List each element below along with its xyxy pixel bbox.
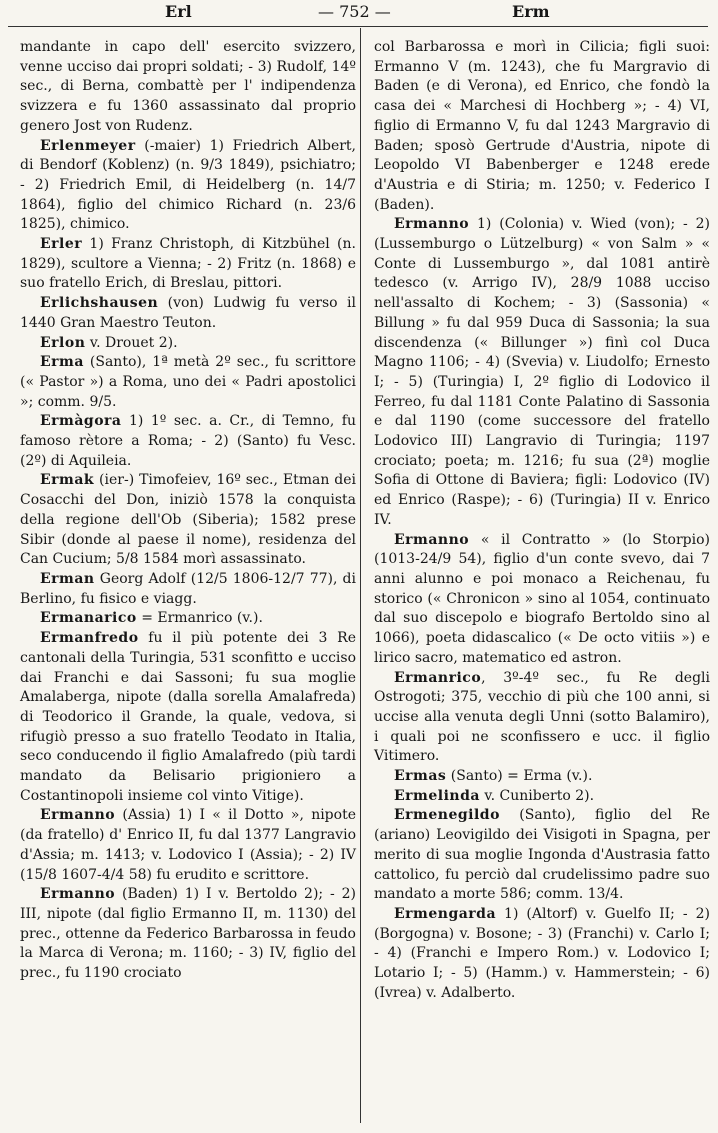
entry-headword: Ermelinda [394, 787, 480, 804]
entry-text: col Barbarossa e morì in Cilicia; figli suoi: Ermanno V (m. 1243), che fu Margravio di Baden (e di Verona), ed Enrico, che fondò la casa dei « Marchesi di Hochberg »; - 4) VI, figlio di Ermanno V, fu dal 1243 Margravio di Baden; sposò Gertrude d'Austria, nipote di Leopoldo VI Babenberger e 1248 erede d'Austria e di Stiria; m. 1250; v. Federico I (Baden). [374, 39, 710, 213]
entry-text: Georg Adolf (12/5 1806-12/7 77), di Berlino, fu fisico e viagg. [20, 570, 356, 607]
entry-headword: Erler [40, 236, 83, 253]
entry-headword: Ermanrico [394, 669, 482, 686]
entry-text: = Ermanrico (v.). [136, 610, 263, 627]
entry-text: (-maier) 1) Friedrich Albert, di Bendorf (Koblenz) (n. 9/3 1849), psichiatro; - 2) Friedrich Emil, di Heidelberg (n. 14/7 1864), figlio del chimico Richard (n. 23/6 1825), chimico. [20, 137, 356, 233]
entry-headword: Ermenegildo [394, 807, 500, 824]
entry-text: (Baden) 1) I v. Bertoldo 2); - 2) III, nipote (dal figlio Ermanno II, m. 1130) del prec., ottenne da Federico Barbarossa in feudo la Marca di Verona; m. 1160; - 3) IV, figlio del prec., fu 1190 crociato [20, 886, 356, 982]
dictionary-entry [20, 570, 356, 609]
entry-headword: Ermanno [394, 216, 470, 233]
dictionary-entry [20, 629, 356, 806]
left-guide-word: Erl [165, 2, 192, 21]
left-column [20, 38, 356, 984]
entry-text: (Assia) 1) I « il Dotto », nipote (da fratello) d' Enrico II, fu dal 1377 Langravio d'Assia; m. 1413; v. Lodovico I (Assia); - 2) IV (15/8 1607-4/4 58) fu erudito e scrittore. [20, 807, 356, 883]
entry-headword: Erman [40, 570, 95, 587]
dictionary-entry [374, 767, 710, 787]
entry-headword: Ermas [394, 768, 447, 785]
dictionary-entry [20, 806, 356, 885]
dictionary-entry [374, 806, 710, 905]
entry-text: v. Cuniberto 2). [479, 787, 595, 804]
dictionary-entry [20, 609, 356, 629]
entry-text: mandante in capo dell' esercito svizzero, venne ucciso dai propri soldati; - 3) Rudolf, 14º sec., di Berna, combattè per l' indipendenza svizzera e fu 1360 assassinato dal proprio genero Jost von Rudenz. [20, 39, 356, 134]
entry-text: 1) Franz Christoph, di Kitzbühel (n. 1829), scultore a Vienna; - 2) Fritz (n. 1868) e suo fratello Erich, di Breslau, pittori. [20, 236, 356, 292]
dictionary-entry [20, 885, 356, 984]
entry-headword: Erlichshausen [40, 295, 159, 312]
entry-text: v. Drouet 2). [85, 334, 178, 351]
page-number: — 752 — [318, 2, 391, 21]
dictionary-entry [374, 787, 710, 807]
entry-headword: Erlon [40, 334, 86, 351]
dictionary-entry [20, 334, 356, 354]
dictionary-entry [374, 215, 710, 530]
column-separator [360, 28, 361, 1123]
dictionary-entry [20, 235, 356, 294]
dictionary-entry [374, 38, 710, 215]
entry-text: 1) 1º sec. a. Cr., di Temno, fu famoso rètore a Roma; - 2) (Santo) fu Vesc. (2º) di Aquileia. [20, 413, 356, 469]
right-guide-word: Erm [512, 2, 550, 21]
entry-headword: Ermanarico [40, 610, 137, 627]
entry-headword: Ermàgora [40, 413, 122, 430]
entry-text: fu il più potente dei 3 Re cantonali della Turingia, 531 sconfitto e ucciso dai Franchi e dai Sassoni; fu sua moglie Amalaberga, nipote (dalla sorella Amalafreda) di Teodorico il Grande, la quale, vedova, si rifugiò presso a suo fratello Teodato in Italia, seco conducendo il figlio Amalafredo (più tardi mandato da Belisario prigioniero a Costantinopoli insieme col vinto Vitige). [20, 630, 356, 804]
dictionary-entry [20, 294, 356, 333]
header-rule [8, 26, 708, 27]
entry-text: 1) (Altorf) v. Guelfo II; - 2) (Borgogna) v. Bosone; - 3) (Franchi) v. Carlo I; - 4) (Franchi e Impero Rom.) v. Lodovico I; Lotario I; - 5) (Hamm.) v. Hammerstein; - 6) (Ivrea) v. Adalberto. [374, 905, 710, 1001]
entry-text: , 3º-4º sec., fu Re degli Ostrogoti; 375, vecchio di più che 100 anni, si uccise alla venuta degli Unni (sotto Balamiro), i quali poi ne sconfissero e ucc. il figlio Vitimero. [374, 669, 710, 765]
entry-text: (von) Ludwig fu verso il 1440 Gran Maestro Teuton. [20, 295, 356, 331]
entry-headword: Ermak [40, 472, 95, 489]
entry-text: « il Contratto » (lo Storpio) (1013-24/9 54), figlio d'un conte svevo, dai 7 anni alunno e poi monaco a Reichenau, fu storico (« Chronicon » sino al 1054, continuato dal suo discepolo e biografo Bertoldo sino al 1066), poeta didascalico (« De octo vitiis ») e lirico sacro, matematico ed astron. [374, 531, 710, 666]
entry-headword: Erlenmeyer [40, 137, 136, 154]
entry-text: (Santo), figlio del Re (ariano) Leovigildo dei Visigoti in Spagna, per merito di sua moglie Ingonda d'Austrasia fatto cattolico, fu perciò dal crudelissimo padre suo mandato a morte 586; comm. 13/4. [374, 807, 710, 903]
dictionary-entry [20, 137, 356, 236]
right-column [374, 38, 710, 1003]
entry-headword: Erma [40, 354, 84, 371]
dictionary-entry [374, 905, 710, 1004]
entry-text: (Santo), 1ª metà 2º sec., fu scrittore (« Pastor ») a Roma, uno dei « Padri apostolici »; comm. 9/5. [20, 354, 356, 410]
dictionary-entry [20, 38, 356, 137]
entry-headword: Ermengarda [394, 905, 497, 922]
entry-text: (ier-) Timofeiev, 16º sec., Etman dei Cosacchi del Don, iniziò 1578 la conquista della regione dell'Ob (Siberia); 1582 prese Sibir (donde al paese il nome), residenza del Can Cucium; 5/8 1584 morì assassinato. [20, 472, 356, 568]
dictionary-entry [20, 471, 356, 570]
entry-text: 1) (Colonia) v. Wied (von); - 2) (Lussemburgo o Lützelburg) « von Salm » « Conte di Lussemburgo », dal 1081 antirè tedesco (v. Arrigo IV), 28/9 1088 ucciso nell'assalto di Kochem; - 3) (Sassonia) « Billung » fu dal 959 Duca di Sassonia; la sua discendenza (« Billunger ») finì col Duca Magno 1106; - 4) (Svevia) v. Liudolfo; Ernesto I; - 5) (Turingia) I, 2º figlio di Lodovico il Ferreo, fu dal 1181 Conte Palatino di Sassonia e dal 1190 (come successore del fratello Lodovico III) Langravio di Turingia; 1197 crociato; poeta; m. 1216; fu sua (2ª) moglie Sofia di Ottone di Baviera; figli: Lodovico (IV) ed Enrico (Raspe); - 6) (Turingia) II v. Enrico IV. [374, 216, 710, 528]
page-header [0, 0, 718, 26]
entry-text: (Santo) = Erma (v.). [446, 768, 593, 785]
dictionary-entry [20, 353, 356, 412]
entry-headword: Ermanno [40, 807, 116, 824]
dictionary-entry [374, 669, 710, 768]
dictionary-entry [20, 412, 356, 471]
entry-headword: Ermanno [40, 886, 116, 903]
entry-headword: Ermanno [394, 531, 470, 548]
dictionary-entry [374, 531, 710, 669]
entry-headword: Ermanfredo [40, 630, 139, 647]
